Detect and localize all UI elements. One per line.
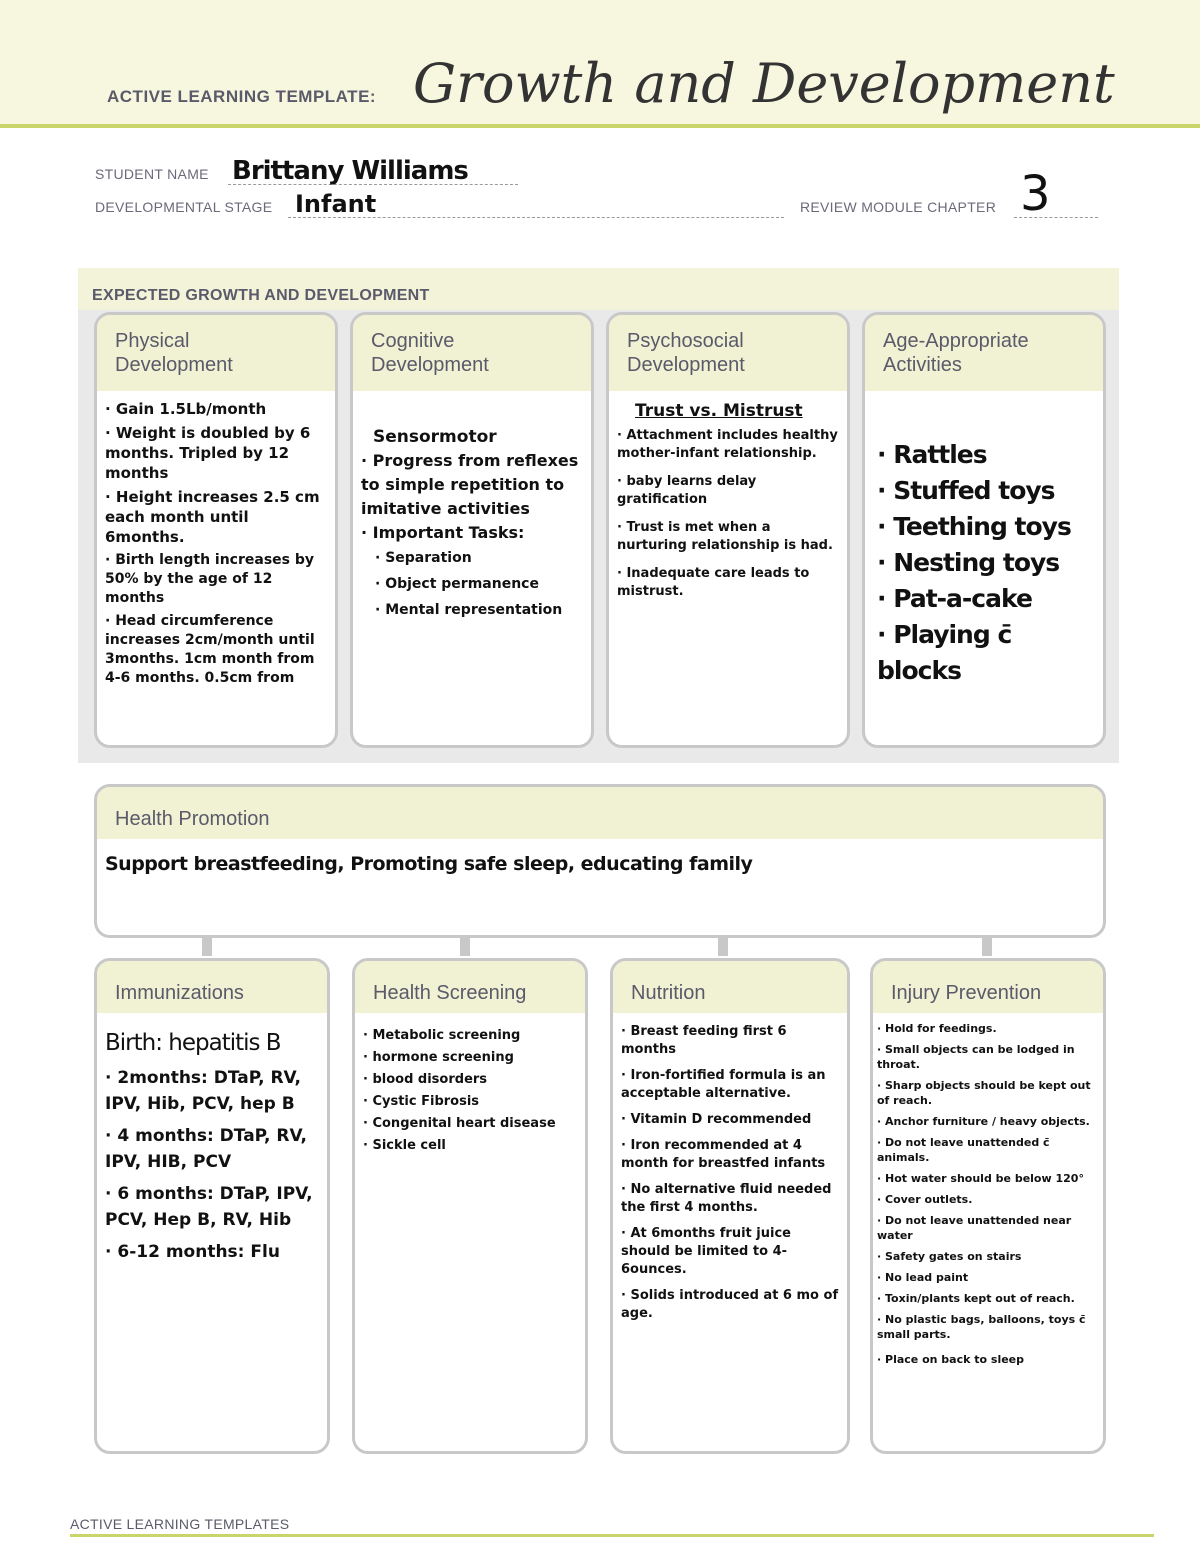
injury-prevention-line: · Sharp objects should be kept out of reach. — [877, 1079, 1091, 1107]
physical-development-title: Physical Development — [97, 315, 335, 391]
psychosocial-line: · Attachment includes healthy mother-infant relationship. — [617, 428, 838, 461]
physical-line: · Head circumference increases 2cm/month until 3months. 1cm month from 4-6 months. 0.5cm from — [105, 613, 315, 686]
immunizations-line: · 4 months: DTaP, RV, IPV, HIB, PCV — [105, 1126, 307, 1172]
activities-line: · Stuffed toys — [877, 476, 1055, 505]
cognitive-line: · Important Tasks: — [361, 523, 525, 542]
injury-prevention-line: · Hold for feedings. — [877, 1022, 997, 1035]
injury-prevention-title: Injury Prevention — [873, 961, 1103, 1013]
nutrition-card — [610, 958, 850, 1454]
injury-prevention-content[interactable] — [873, 1013, 1103, 1367]
injury-prevention-line: · Toxin/plants kept out of reach. — [877, 1292, 1075, 1305]
activities-line: · Playing c̄ blocks — [877, 620, 1012, 685]
footer-rule — [70, 1534, 1154, 1537]
health-screening-line: · Sickle cell — [363, 1138, 446, 1153]
activities-line: · Rattles — [877, 440, 987, 469]
health-screening-line: · blood disorders — [363, 1072, 488, 1087]
cognitive-line: · Object permanence — [375, 576, 539, 592]
health-screening-line: · Cystic Fibrosis — [363, 1094, 480, 1109]
immunizations-line: Birth: hepatitis B — [105, 1030, 281, 1056]
cognitive-line: · Mental representation — [375, 602, 563, 618]
nutrition-line: · Vitamin D recommended — [621, 1112, 812, 1127]
nutrition-line: · Breast feeding first 6 months — [621, 1024, 787, 1057]
immunizations-line: · 6 months: DTaP, IPV, PCV, Hep B, RV, Hib — [105, 1184, 313, 1230]
injury-prevention-line: · Place on back to sleep — [877, 1353, 1025, 1366]
physical-development-card — [94, 312, 338, 748]
injury-prevention-line: · Do not leave unattended near water — [877, 1214, 1072, 1242]
developmental-stage-label: DEVELOPMENTAL STAGE — [95, 199, 273, 215]
psychosocial-development-card — [606, 312, 850, 748]
injury-prevention-line: · Cover outlets. — [877, 1193, 973, 1206]
physical-line: · Gain 1.5Lb/month — [105, 400, 267, 418]
injury-prevention-line: · Safety gates on stairs — [877, 1250, 1022, 1263]
health-screening-title: Health Screening — [355, 961, 585, 1013]
physical-line: · Height increases 2.5 cm each month until 6months. — [105, 488, 320, 546]
review-module-chapter-label: REVIEW MODULE CHAPTER — [800, 199, 997, 215]
immunizations-title: Immunizations — [97, 961, 327, 1013]
cognitive-line: · Progress from reflexes to simple repetition to imitative activities — [361, 451, 579, 518]
immunizations-line: · 6-12 months: Flu — [105, 1242, 280, 1262]
age-appropriate-activities-title: Age-Appropriate Activities — [865, 315, 1103, 391]
developmental-stage-field[interactable]: Infant — [295, 190, 377, 218]
template-label: ACTIVE LEARNING TEMPLATE: — [107, 87, 377, 106]
cognitive-line: Sensormotor — [373, 427, 497, 447]
injury-prevention-card — [870, 958, 1106, 1454]
health-promotion-text: Support breastfeeding, Promoting safe sleep, educating family — [105, 853, 753, 875]
nutrition-line: · Iron recommended at 4 month for breastfed infants — [621, 1138, 826, 1171]
immunizations-content[interactable] — [97, 1013, 327, 1265]
activities-line: · Teething toys — [877, 512, 1071, 541]
injury-prevention-line: · No lead paint — [877, 1271, 969, 1284]
immunizations-card — [94, 958, 330, 1454]
psychosocial-development-title: Psychosocial Development — [609, 315, 847, 391]
health-screening-content[interactable] — [355, 1013, 585, 1157]
psychosocial-line: · baby learns delay gratification — [617, 474, 757, 507]
age-appropriate-activities-card — [862, 312, 1106, 748]
nutrition-line: · No alternative fluid needed the first 4 months. — [621, 1182, 832, 1215]
activities-line: · Nesting toys — [877, 548, 1060, 577]
injury-prevention-line: · No plastic bags, balloons, toys c̄ small parts. — [877, 1313, 1086, 1341]
injury-prevention-line: · Anchor furniture / heavy objects. — [877, 1115, 1090, 1128]
health-promotion-title: Health Promotion — [97, 787, 1103, 839]
connector — [202, 936, 212, 956]
injury-prevention-line: · Do not leave unattended c̄ animals. — [877, 1136, 1050, 1164]
connector — [982, 936, 992, 956]
immunizations-line: · 2months: DTaP, RV, IPV, Hib, PCV, hep B — [105, 1068, 301, 1114]
nutrition-title: Nutrition — [613, 961, 847, 1013]
health-screening-card — [352, 958, 588, 1454]
health-promotion-card — [94, 784, 1106, 938]
health-promotion-content[interactable] — [97, 839, 1103, 877]
nutrition-line: · At 6months fruit juice should be limited to 4-6ounces. — [621, 1226, 791, 1277]
cognitive-line: · Separation — [375, 550, 472, 566]
health-screening-line: · hormone screening — [363, 1050, 514, 1065]
nutrition-line: · Iron-fortified formula is an acceptable alternative. — [621, 1068, 826, 1101]
injury-prevention-line: · Hot water should be below 120° — [877, 1172, 1084, 1185]
cognitive-development-content[interactable] — [353, 391, 591, 623]
connector — [718, 936, 728, 956]
health-screening-line: · Metabolic screening — [363, 1028, 521, 1043]
physical-line: · Weight is doubled by 6 months. Tripled by 12 months — [105, 424, 311, 482]
student-name-field[interactable]: Brittany Williams — [232, 156, 468, 186]
physical-line: · Birth length increases by 50% by the age of 12 months — [105, 552, 315, 606]
psychosocial-development-content[interactable] — [609, 391, 847, 601]
injury-prevention-line: · Small objects can be lodged in throat. — [877, 1043, 1075, 1071]
header-rule — [0, 124, 1200, 128]
footer-label: ACTIVE LEARNING TEMPLATES — [70, 1516, 290, 1532]
nutrition-content[interactable] — [613, 1013, 847, 1323]
psychosocial-heading: Trust vs. Mistrust — [635, 401, 803, 421]
nutrition-line: · Solids introduced at 6 mo of age. — [621, 1288, 839, 1321]
expected-growth-title: EXPECTED GROWTH AND DEVELOPMENT — [92, 287, 430, 304]
student-name-label: STUDENT NAME — [95, 166, 209, 182]
connector — [460, 936, 470, 956]
activities-line: · Pat-a-cake — [877, 584, 1032, 613]
page-title: Growth and Development — [413, 52, 1115, 115]
physical-development-content[interactable] — [97, 391, 335, 688]
age-appropriate-activities-content[interactable] — [865, 391, 1103, 689]
cognitive-development-title: Cognitive Development — [353, 315, 591, 391]
psychosocial-line: · Inadequate care leads to mistrust. — [617, 566, 810, 599]
psychosocial-line: · Trust is met when a nurturing relationship is had. — [617, 520, 833, 553]
health-screening-line: · Congenital heart disease — [363, 1116, 556, 1131]
cognitive-development-card — [350, 312, 594, 748]
review-module-chapter-field[interactable]: 3 — [1020, 166, 1051, 222]
